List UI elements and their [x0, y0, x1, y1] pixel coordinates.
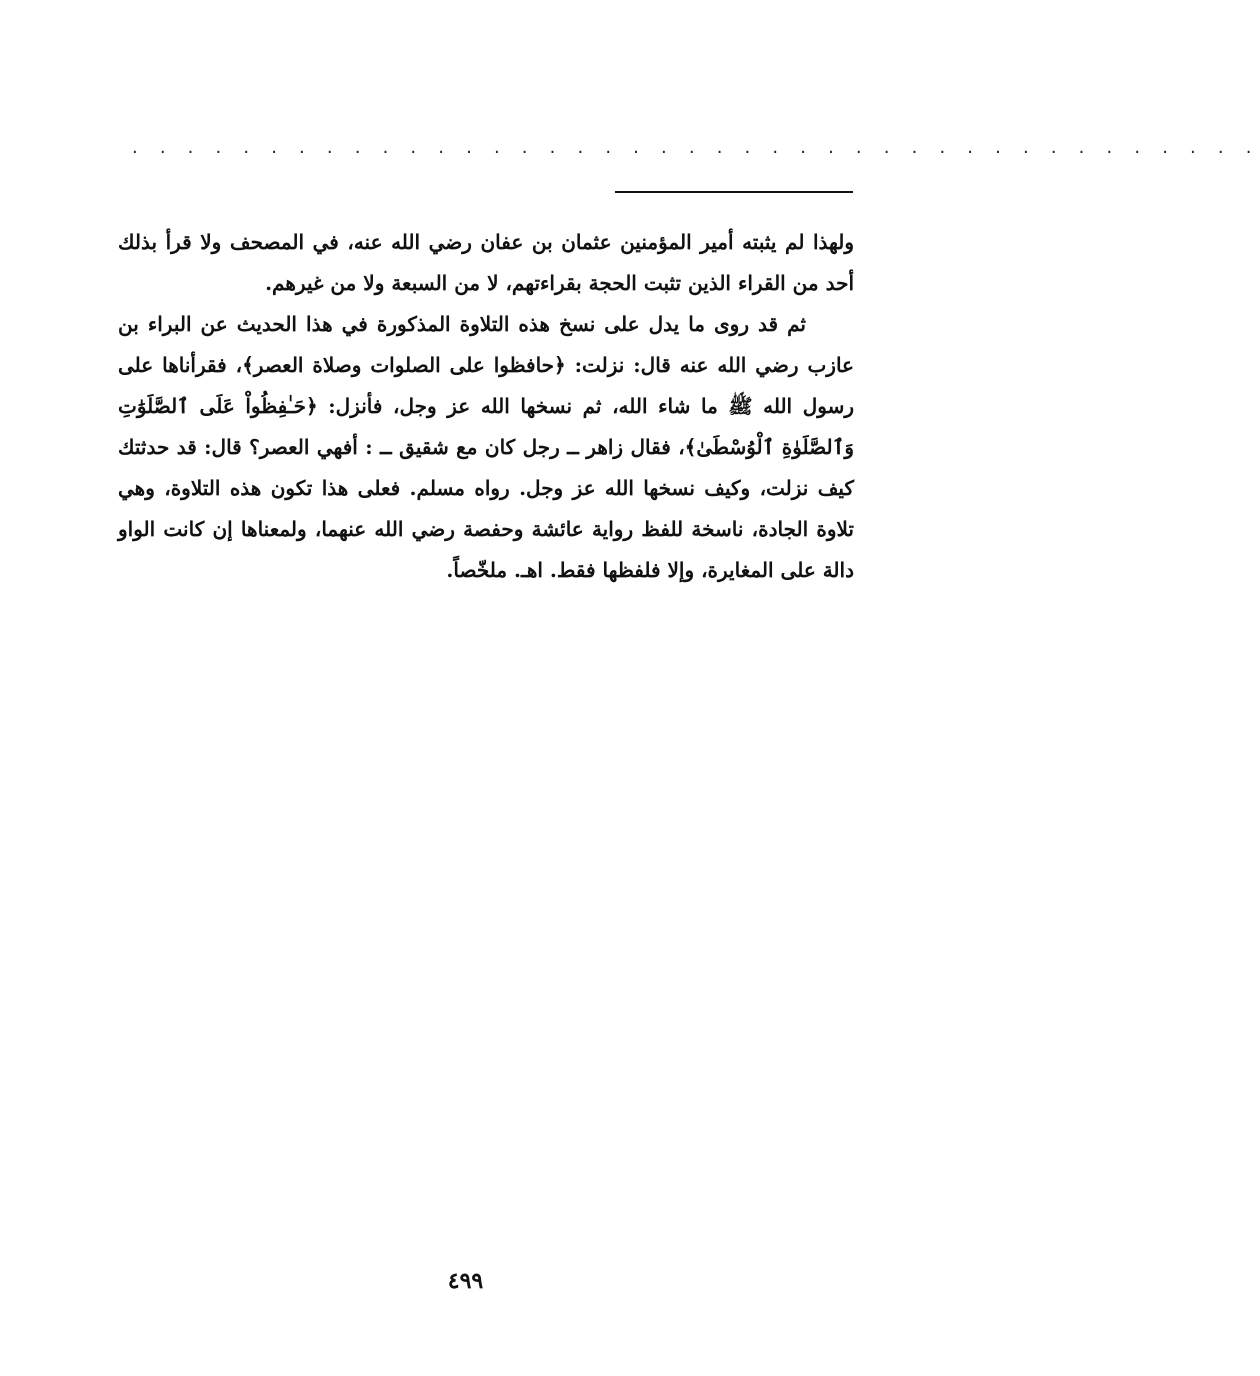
dotted-separator: . . . . . . . . . . . . . . . . . . . . . . . . . . . . . . . . . . . . . . . . .	[132, 137, 1260, 158]
paragraph: ولهذا لم يثبته أمير المؤمنين عثمان بن عفان رضي الله عنه، في المصحف ولا قرأ بذلك أحد من القراء الذين تثبت الحجة بقراءتهم، لا من السبعة ولا من غيرهم.	[118, 230, 854, 295]
footnote-text	[118, 222, 854, 591]
page-number: ٤٩٩	[447, 1268, 484, 1294]
footnote-rule	[615, 191, 853, 193]
paragraph: ثم قد روى ما يدل على نسخ هذه التلاوة المذكورة في هذا الحديث عن البراء بن عازب رضي الله عنه قال: نزلت: ﴿حافظوا على الصلوات وصلاة العصر﴾، فقرأناها على رسول الله ﷺ ما شاء الله، ثم نسخها الله عز وجل، فأنزل: ﴿حَـٰفِظُواْ عَلَى ٱلصَّلَوَٰتِ وَٱلصَّلَوٰةِ ٱلْوُسْطَىٰ﴾، فقال زاهر ــ رجل كان مع شقيق ــ : أفهي العصر؟ قال: قد حدثتك كيف نزلت، وكيف نسخها الله عز وجل. رواه مسلم. فعلى هذا تكون هذه التلاوة، وهي تلاوة الجادة، ناسخة للفظ رواية عائشة وحفصة رضي الله عنهما، ولمعناها إن كانت الواو دالة على المغايرة، وإلا فلفظها فقط. اهـ. ملخّصاً.	[118, 312, 854, 582]
